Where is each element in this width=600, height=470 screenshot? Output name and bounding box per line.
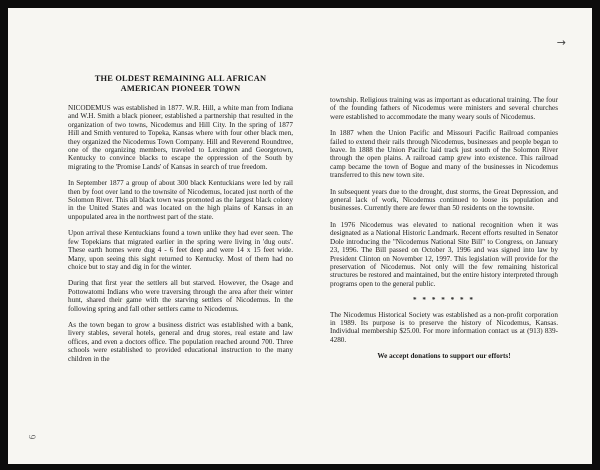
document-title bbox=[68, 74, 293, 94]
document-page bbox=[8, 8, 592, 464]
paragraph-migration: In September 1877 a group of about 300 black Kentuckians were led by rail then by foot over land to the townsite of Nicodemus, located just north of the Solomon River. This all black town was promoted as the largest black colony in the United States and was located on the high plains of Kansas in an unpopulated area in the northwest part of the state. bbox=[68, 179, 293, 221]
right-column bbox=[330, 96, 558, 361]
paragraph-railroad: In 1887 when the Union Pacific and Missouri Pacific Railroad companies failed to extend their rails through Nicodemus, businesses and people began to leave. In 1888 the Union Pacific laid track just south of the Solomon River through the open plains. A railroad camp grew into existence. This railroad camp became the town of Bogue and many of the businesses in Nicodemus transferred to this new town site. bbox=[330, 129, 558, 180]
paragraph-society: The Nicodemus Historical Society was established as a non-profit corporation in 1989. Its purpose is to preserve the history of Nicodemus, Kansas. Individual membership $25.00. For more information contact us at (913) 839-4280. bbox=[330, 310, 558, 344]
left-column bbox=[68, 104, 293, 371]
section-divider: * * * * * * * bbox=[413, 296, 475, 305]
paragraph-founding: NICODEMUS was established in 1877. W.R. Hill, a white man from Indiana and W.H. Smith a black pioneer, established a partnership that resulted in the organization of two towns, Nicodemus and Hill City. In the spring of 1877 Hill and Smith ventured to Topeka, Kansas where with four other black men, they organized the Nicodemus Town Company. Hill and Reverend Roundtree, one of the organizing members, traveled to Lexington and Georgetown, Kentucky to convince blacks to escape the oppression of the South by migrating to the 'Promise Lands' of Kansas in search of true freedom. bbox=[68, 104, 293, 171]
paragraph-first-year: During that first year the settlers all but starved. However, the Osage and Pottowatomi Indians who were traversing through the area after their winter hunt, shared their game with the starving settlers of Nicodemus. In the following spring and fall other settlers came to Nicodemus. bbox=[68, 279, 293, 313]
donation-appeal: We accept donations to support our efforts! bbox=[377, 352, 511, 361]
paragraph-religion: township. Religious training was as important as educational training. The four of the founding fathers of Nicodemus were ministers and several churches were established to accommodate the many weary souls of Nicodemus. bbox=[330, 96, 558, 121]
arrow-mark-icon: → bbox=[556, 36, 566, 49]
paragraph-town-growth: As the town began to grow a business district was established with a bank, livery stables, several hotels, general and drug stores, real estate and law offices, and even a doctors office. The population reached around 700. Three schools were established to provided educational instruction to the many children in the bbox=[68, 320, 293, 363]
paragraph-decline: In subsequent years due to the drought, dust storms, the Great Depression, and general lack of work, Nicodemus continued to loose its population and businesses. Currently there are fewer than 50 residents on the townsite. bbox=[330, 187, 558, 213]
paragraph-dugouts: Upon arrival these Kentuckians found a town unlike they had ever seen. The few Topekians that migrated earlier in the spring were living in 'dug outs'. These earth homes were dug 4 - 6 feet deep and were 14 x 15 feet wide. Many, upon seeing this sight returned to Kentucky. Most of them had no choice but to stay and dig in for the winter. bbox=[68, 229, 293, 271]
title-line-2: AMERICAN PIONEER TOWN bbox=[120, 84, 241, 93]
paragraph-landmark: In 1976 Nicodemus was elevated to national recognition when it was designated as a National Historic Landmark. Recent efforts resulted in Senator Dole introducing the "Nicodemus National Site Bill" to Congress, on January 23, 1996. The Bill passed on October 3, 1996 and was signed into law by President Clinton on November 12, 1997. This legislation will provide for the preservation of Nicodemus. Not only will the few remaining historical structures be restored and maintained, but the entire history interpreted through programs open to the general public. bbox=[330, 220, 558, 288]
handwritten-page-note: 6 bbox=[27, 434, 38, 440]
title-line-1: THE OLDEST REMAINING ALL AFRICAN bbox=[94, 74, 267, 83]
